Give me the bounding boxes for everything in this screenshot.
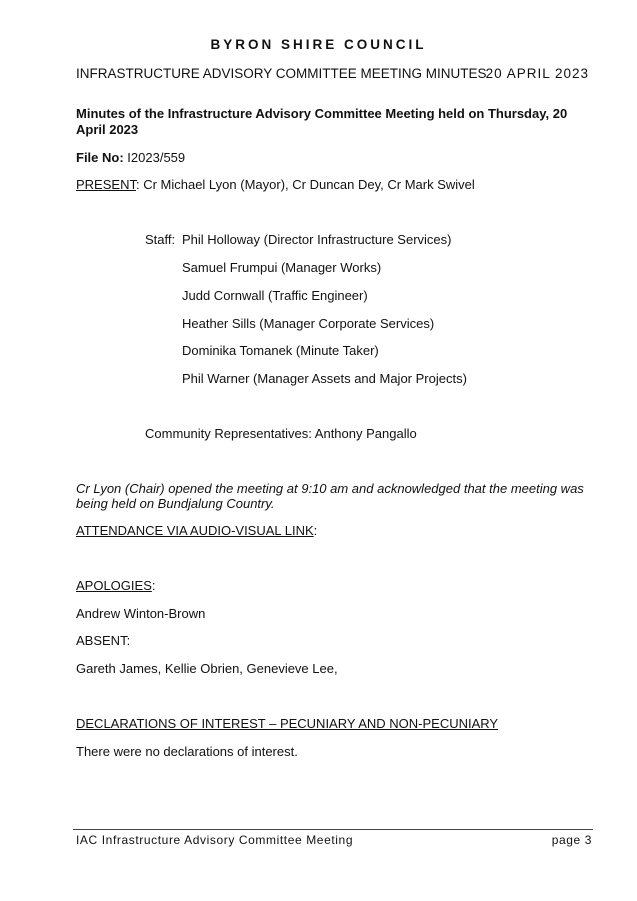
present-label: PRESENT <box>76 177 136 192</box>
declarations-text: There were no declarations of interest. <box>76 744 298 759</box>
file-number-label: File No: <box>76 150 124 165</box>
footer-page-number: page 3 <box>551 833 592 847</box>
document-title: INFRASTRUCTURE ADVISORY COMMITTEE MEETING MINUTES <box>76 66 487 81</box>
community-representatives: Community Representatives: Anthony Pangallo <box>145 426 417 441</box>
staff-label: Staff: <box>145 232 176 247</box>
attendance-heading-suffix: : <box>313 523 318 538</box>
opening-statement: Cr Lyon (Chair) opened the meeting at 9:10 am and acknowledged that the meeting was being held on Bundjalung Country. <box>76 481 584 511</box>
staff-member: Samuel Frumpui (Manager Works) <box>182 260 382 275</box>
attendance-heading-text: ATTENDANCE VIA AUDIO-VISUAL LINK <box>76 523 314 538</box>
document-date: 20 APRIL 2023 <box>485 66 589 81</box>
present-line <box>76 177 475 192</box>
intro-heading: Minutes of the Infrastructure Advisory Committee Meeting held on Thursday, 20 April 2023 <box>76 106 568 137</box>
declarations-heading: DECLARATIONS OF INTEREST – PECUNIARY AND NON-PECUNIARY <box>76 716 499 731</box>
attendance-heading <box>76 523 317 538</box>
absent-heading: ABSENT: <box>76 633 131 648</box>
staff-member: Phil Warner (Manager Assets and Major Projects) <box>182 371 467 386</box>
footer-meeting-name: IAC Infrastructure Advisory Committee Meeting <box>76 833 354 847</box>
apologies-heading-suffix: : <box>151 578 156 593</box>
apologies-heading <box>76 578 156 593</box>
staff-member: Dominika Tomanek (Minute Taker) <box>182 343 379 358</box>
footer-divider <box>73 829 593 830</box>
apologies-names: Andrew Winton-Brown <box>76 606 206 621</box>
file-number-value: I2023/559 <box>127 150 186 165</box>
file-number <box>76 150 185 165</box>
staff-member: Phil Holloway (Director Infrastructure Services) <box>182 232 452 247</box>
apologies-heading-text: APOLOGIES <box>76 578 152 593</box>
council-name: BYRON SHIRE COUNCIL <box>210 37 427 52</box>
staff-member: Heather Sills (Manager Corporate Services) <box>182 316 435 331</box>
staff-member: Judd Cornwall (Traffic Engineer) <box>182 288 368 303</box>
present-text: : Cr Michael Lyon (Mayor), Cr Duncan Dey, Cr Mark Swivel <box>135 177 475 192</box>
absent-names: Gareth James, Kellie Obrien, Genevieve Lee, <box>76 661 338 676</box>
